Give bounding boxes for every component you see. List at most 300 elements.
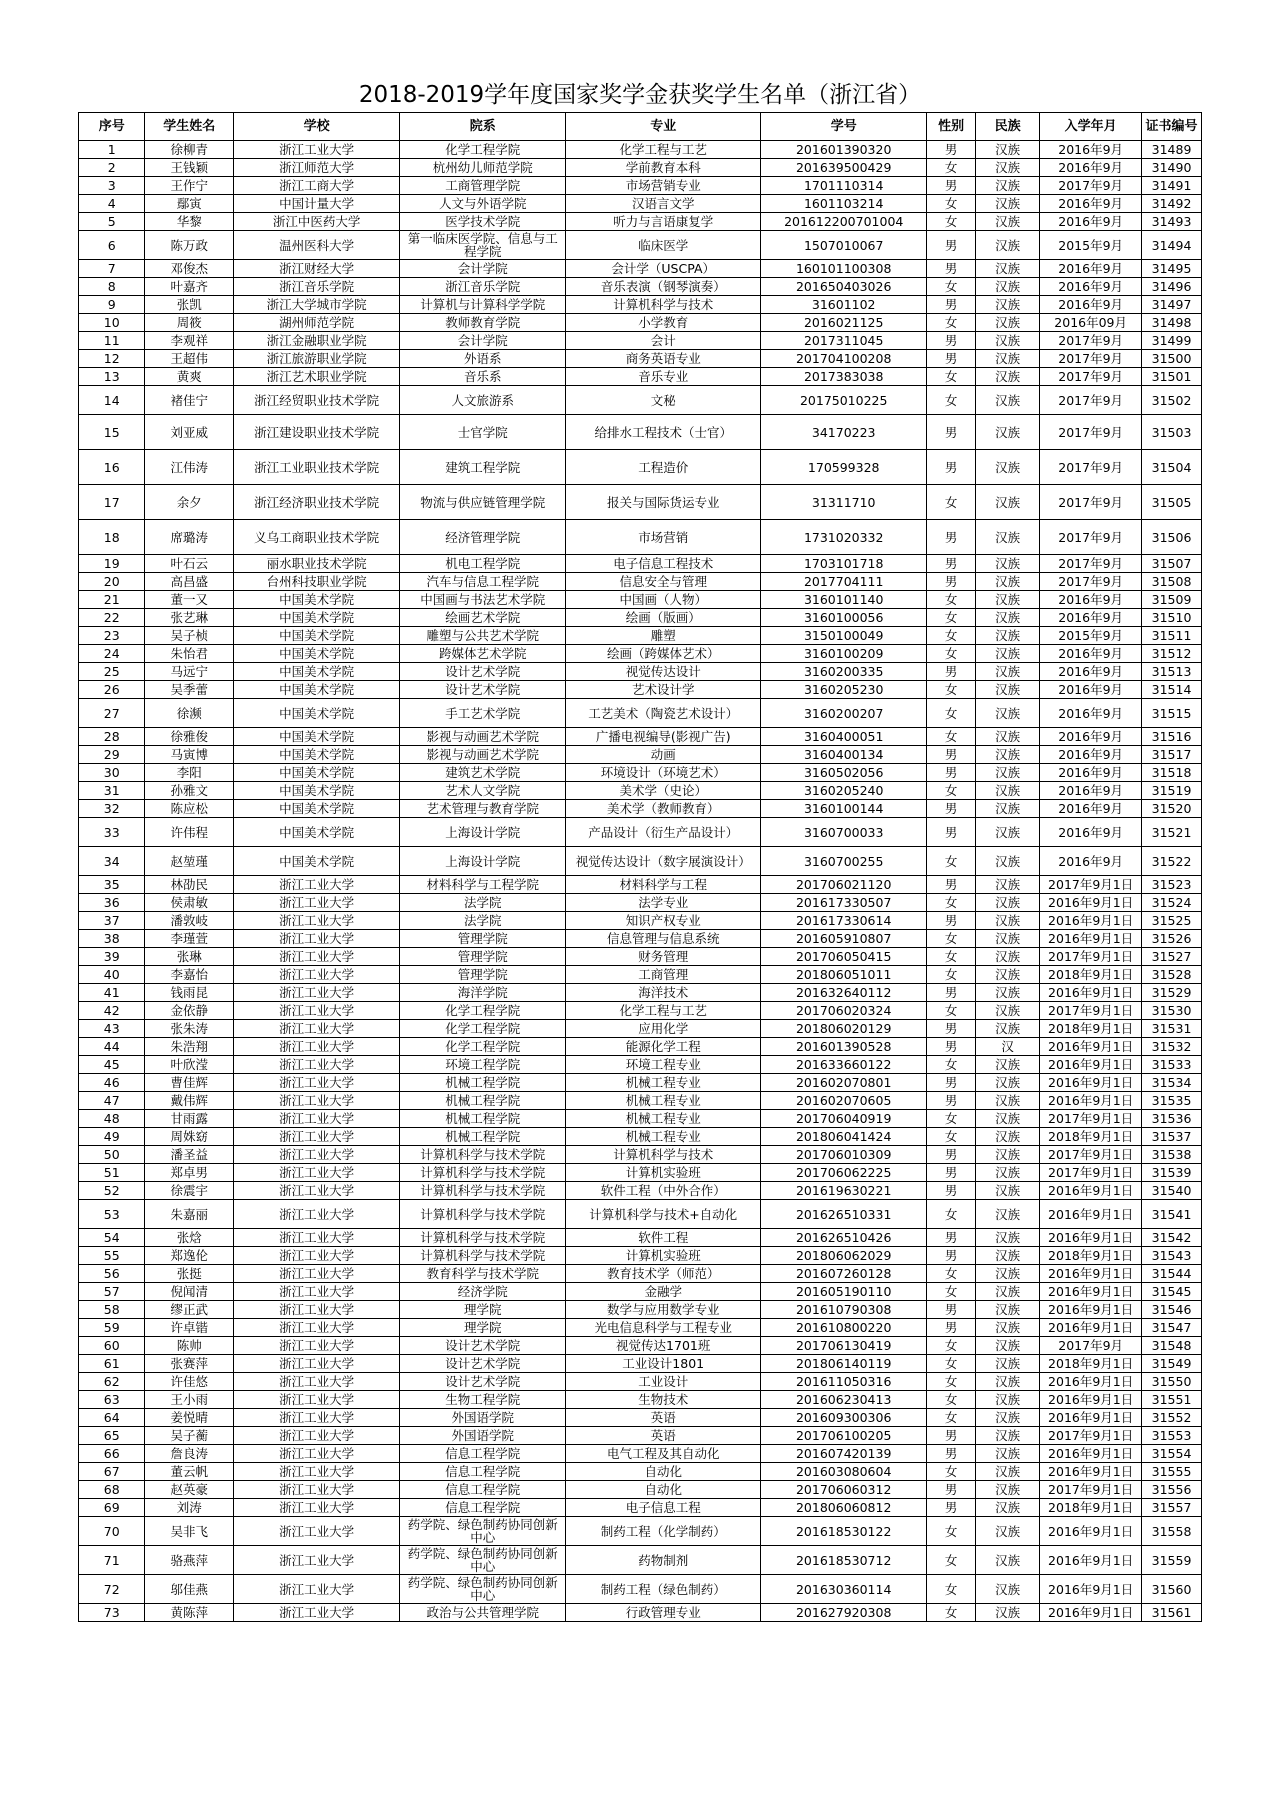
cell-enrollment: 2017年9月 [1040, 368, 1142, 386]
cell-certificate: 31515 [1142, 699, 1202, 728]
cell-school: 温州医科大学 [234, 231, 400, 260]
cell-department: 化学工程学院 [400, 141, 566, 159]
cell-department: 信息工程学院 [400, 1499, 566, 1517]
table-row [79, 350, 1202, 368]
cell-major: 财务管理 [566, 948, 761, 966]
cell-major: 计算机科学与技术 [566, 1146, 761, 1164]
cell-index: 21 [79, 591, 145, 609]
cell-major: 环境设计（环境艺术） [566, 764, 761, 782]
cell-major: 工程造价 [566, 450, 761, 485]
cell-enrollment: 2016年9月 [1040, 800, 1142, 818]
cell-department: 人文与外语学院 [400, 195, 566, 213]
cell-department: 法学院 [400, 894, 566, 912]
cell-student-id: 201627920308 [761, 1604, 927, 1622]
cell-department: 杭州幼儿师范学院 [400, 159, 566, 177]
cell-gender: 女 [927, 1546, 976, 1575]
cell-certificate: 31527 [1142, 948, 1202, 966]
cell-index: 28 [79, 728, 145, 746]
table-row [79, 1355, 1202, 1373]
cell-ethnicity: 汉族 [975, 555, 1039, 573]
cell-certificate: 31512 [1142, 645, 1202, 663]
cell-index: 55 [79, 1247, 145, 1265]
cell-major: 知识产权专业 [566, 912, 761, 930]
cell-department: 建筑工程学院 [400, 450, 566, 485]
cell-ethnicity: 汉族 [975, 1409, 1039, 1427]
cell-department: 汽车与信息工程学院 [400, 573, 566, 591]
cell-name: 周筱 [145, 314, 234, 332]
cell-index: 15 [79, 415, 145, 450]
cell-major: 行政管理专业 [566, 1604, 761, 1622]
table-row [79, 450, 1202, 485]
cell-major: 制药工程（化学制药） [566, 1517, 761, 1546]
cell-major: 视觉传达设计（数字展演设计） [566, 847, 761, 876]
cell-certificate: 31510 [1142, 609, 1202, 627]
cell-gender: 女 [927, 1265, 976, 1283]
cell-index: 64 [79, 1409, 145, 1427]
cell-enrollment: 2017年9月 [1040, 332, 1142, 350]
table-row [79, 1265, 1202, 1283]
cell-index: 60 [79, 1337, 145, 1355]
cell-school: 浙江中医药大学 [234, 213, 400, 231]
cell-enrollment: 2016年9月 [1040, 818, 1142, 847]
cell-enrollment: 2018年9月1日 [1040, 1499, 1142, 1517]
cell-name: 席璐涛 [145, 520, 234, 555]
cell-gender: 女 [927, 314, 976, 332]
table-row [79, 195, 1202, 213]
cell-major: 产品设计（衍生产品设计） [566, 818, 761, 847]
cell-ethnicity: 汉族 [975, 1575, 1039, 1604]
cell-student-id: 3160400134 [761, 746, 927, 764]
cell-index: 46 [79, 1074, 145, 1092]
cell-major: 给排水工程技术（士官） [566, 415, 761, 450]
cell-name: 邬佳燕 [145, 1575, 234, 1604]
cell-ethnicity: 汉族 [975, 591, 1039, 609]
cell-certificate: 31556 [1142, 1481, 1202, 1499]
table-row [79, 260, 1202, 278]
cell-index: 36 [79, 894, 145, 912]
cell-index: 25 [79, 663, 145, 681]
cell-ethnicity: 汉族 [975, 1391, 1039, 1409]
table-row [79, 800, 1202, 818]
cell-school: 浙江工业大学 [234, 1445, 400, 1463]
cell-gender: 女 [927, 1391, 976, 1409]
cell-student-id: 201602070605 [761, 1092, 927, 1110]
cell-department: 法学院 [400, 912, 566, 930]
cell-department: 经济学院 [400, 1283, 566, 1301]
cell-enrollment: 2017年9月 [1040, 555, 1142, 573]
cell-school: 中国美术学院 [234, 818, 400, 847]
cell-student-id: 201706020324 [761, 1002, 927, 1020]
table-row [79, 1229, 1202, 1247]
header-certificate: 证书编号 [1142, 113, 1202, 141]
cell-ethnicity: 汉族 [975, 645, 1039, 663]
cell-student-id: 3160101140 [761, 591, 927, 609]
cell-certificate: 31503 [1142, 415, 1202, 450]
cell-gender: 男 [927, 1182, 976, 1200]
cell-major: 应用化学 [566, 1020, 761, 1038]
cell-major: 信息管理与信息系统 [566, 930, 761, 948]
cell-school: 浙江工业大学 [234, 1409, 400, 1427]
cell-major: 海洋技术 [566, 984, 761, 1002]
cell-department: 影视与动画艺术学院 [400, 746, 566, 764]
cell-ethnicity: 汉族 [975, 177, 1039, 195]
cell-gender: 女 [927, 386, 976, 415]
cell-department: 浙江音乐学院 [400, 278, 566, 296]
cell-enrollment: 2017年9月1日 [1040, 1481, 1142, 1499]
cell-name: 徐震宇 [145, 1182, 234, 1200]
cell-gender: 男 [927, 984, 976, 1002]
table-row [79, 368, 1202, 386]
cell-ethnicity: 汉族 [975, 1020, 1039, 1038]
cell-certificate: 31522 [1142, 847, 1202, 876]
cell-enrollment: 2016年9月1日 [1040, 1056, 1142, 1074]
cell-enrollment: 2016年9月1日 [1040, 1229, 1142, 1247]
cell-name: 李嘉怡 [145, 966, 234, 984]
cell-department: 计算机与计算科学学院 [400, 296, 566, 314]
cell-enrollment: 2016年9月1日 [1040, 984, 1142, 1002]
cell-certificate: 31499 [1142, 332, 1202, 350]
cell-major: 学前教育本科 [566, 159, 761, 177]
table-row [79, 1247, 1202, 1265]
cell-school: 浙江工业大学 [234, 1355, 400, 1373]
cell-student-id: 201633660122 [761, 1056, 927, 1074]
cell-name: 甘雨露 [145, 1110, 234, 1128]
cell-index: 66 [79, 1445, 145, 1463]
cell-certificate: 31505 [1142, 485, 1202, 520]
cell-department: 外国语学院 [400, 1427, 566, 1445]
cell-ethnicity: 汉族 [975, 368, 1039, 386]
cell-gender: 女 [927, 485, 976, 520]
cell-name: 陈万政 [145, 231, 234, 260]
cell-certificate: 31516 [1142, 728, 1202, 746]
header-major: 专业 [566, 113, 761, 141]
table-row [79, 1427, 1202, 1445]
cell-major: 英语 [566, 1409, 761, 1427]
cell-certificate: 31540 [1142, 1182, 1202, 1200]
cell-enrollment: 2016年9月1日 [1040, 1301, 1142, 1319]
cell-certificate: 31552 [1142, 1409, 1202, 1427]
cell-name: 褚佳宁 [145, 386, 234, 415]
table-row [79, 1445, 1202, 1463]
cell-name: 江伟涛 [145, 450, 234, 485]
cell-index: 11 [79, 332, 145, 350]
cell-enrollment: 2016年9月 [1040, 591, 1142, 609]
cell-student-id: 3160700255 [761, 847, 927, 876]
cell-certificate: 31489 [1142, 141, 1202, 159]
cell-school: 浙江工业大学 [234, 876, 400, 894]
table-row [79, 681, 1202, 699]
cell-index: 61 [79, 1355, 145, 1373]
cell-certificate: 31537 [1142, 1128, 1202, 1146]
cell-enrollment: 2016年9月 [1040, 681, 1142, 699]
table-row [79, 645, 1202, 663]
cell-student-id: 201806051011 [761, 966, 927, 984]
table-row [79, 764, 1202, 782]
cell-enrollment: 2017年9月1日 [1040, 876, 1142, 894]
cell-department: 计算机科学与技术学院 [400, 1229, 566, 1247]
table-row [79, 415, 1202, 450]
cell-major: 工业设计1801 [566, 1355, 761, 1373]
cell-name: 曹佳辉 [145, 1074, 234, 1092]
cell-certificate: 31495 [1142, 260, 1202, 278]
cell-school: 浙江工业大学 [234, 1128, 400, 1146]
table-header-row [79, 113, 1202, 141]
table-row [79, 141, 1202, 159]
cell-school: 中国美术学院 [234, 847, 400, 876]
cell-index: 22 [79, 609, 145, 627]
cell-enrollment: 2016年9月1日 [1040, 1200, 1142, 1229]
cell-index: 40 [79, 966, 145, 984]
cell-index: 71 [79, 1546, 145, 1575]
header-student-id: 学号 [761, 113, 927, 141]
cell-gender: 男 [927, 764, 976, 782]
cell-ethnicity: 汉族 [975, 1200, 1039, 1229]
cell-ethnicity: 汉族 [975, 332, 1039, 350]
table-row [79, 1092, 1202, 1110]
cell-certificate: 31490 [1142, 159, 1202, 177]
cell-enrollment: 2016年9月 [1040, 782, 1142, 800]
table-row [79, 1546, 1202, 1575]
cell-name: 林劭民 [145, 876, 234, 894]
cell-school: 浙江工业大学 [234, 1200, 400, 1229]
cell-name: 许佳悠 [145, 1373, 234, 1391]
cell-name: 余夕 [145, 485, 234, 520]
cell-student-id: 2016021125 [761, 314, 927, 332]
cell-student-id: 1703101718 [761, 555, 927, 573]
cell-name: 朱嘉丽 [145, 1200, 234, 1229]
cell-name: 刘涛 [145, 1499, 234, 1517]
cell-department: 理学院 [400, 1319, 566, 1337]
cell-enrollment: 2018年9月1日 [1040, 1128, 1142, 1146]
cell-index: 2 [79, 159, 145, 177]
cell-student-id: 201706060312 [761, 1481, 927, 1499]
cell-department: 信息工程学院 [400, 1445, 566, 1463]
cell-ethnicity: 汉族 [975, 1283, 1039, 1301]
table-row [79, 876, 1202, 894]
table-row [79, 520, 1202, 555]
cell-certificate: 31533 [1142, 1056, 1202, 1074]
cell-student-id: 201601390528 [761, 1038, 927, 1056]
cell-name: 李阳 [145, 764, 234, 782]
cell-gender: 男 [927, 663, 976, 681]
cell-certificate: 31500 [1142, 350, 1202, 368]
table-row [79, 746, 1202, 764]
cell-ethnicity: 汉族 [975, 520, 1039, 555]
cell-school: 丽水职业技术学院 [234, 555, 400, 573]
cell-major: 商务英语专业 [566, 350, 761, 368]
cell-enrollment: 2017年9月 [1040, 485, 1142, 520]
cell-school: 浙江工业大学 [234, 1391, 400, 1409]
table-row [79, 966, 1202, 984]
cell-certificate: 31555 [1142, 1463, 1202, 1481]
cell-enrollment: 2016年9月1日 [1040, 1283, 1142, 1301]
cell-school: 浙江财经大学 [234, 260, 400, 278]
cell-enrollment: 2016年9月 [1040, 296, 1142, 314]
cell-school: 浙江工业大学 [234, 1020, 400, 1038]
cell-enrollment: 2016年9月 [1040, 728, 1142, 746]
cell-department: 上海设计学院 [400, 847, 566, 876]
cell-index: 50 [79, 1146, 145, 1164]
cell-ethnicity: 汉族 [975, 948, 1039, 966]
cell-index: 68 [79, 1481, 145, 1499]
cell-department: 药学院、绿色制药协同创新中心 [400, 1575, 566, 1604]
cell-enrollment: 2016年9月1日 [1040, 1373, 1142, 1391]
cell-gender: 男 [927, 177, 976, 195]
cell-index: 45 [79, 1056, 145, 1074]
cell-index: 43 [79, 1020, 145, 1038]
cell-index: 57 [79, 1283, 145, 1301]
cell-department: 医学技术学院 [400, 213, 566, 231]
cell-ethnicity: 汉族 [975, 1337, 1039, 1355]
cell-department: 影视与动画艺术学院 [400, 728, 566, 746]
table-row [79, 213, 1202, 231]
cell-ethnicity: 汉族 [975, 1427, 1039, 1445]
cell-certificate: 31509 [1142, 591, 1202, 609]
cell-name: 鄢寅 [145, 195, 234, 213]
cell-name: 姜悦晴 [145, 1409, 234, 1427]
cell-student-id: 3160205230 [761, 681, 927, 699]
cell-student-id: 201706010309 [761, 1146, 927, 1164]
cell-department: 跨媒体艺术学院 [400, 645, 566, 663]
cell-name: 吴非飞 [145, 1517, 234, 1546]
cell-school: 中国美术学院 [234, 681, 400, 699]
cell-ethnicity: 汉族 [975, 800, 1039, 818]
cell-ethnicity: 汉族 [975, 260, 1039, 278]
cell-major: 临床医学 [566, 231, 761, 260]
cell-major: 能源化学工程 [566, 1038, 761, 1056]
cell-index: 51 [79, 1164, 145, 1182]
cell-student-id: 3160100056 [761, 609, 927, 627]
table-row [79, 386, 1202, 415]
cell-enrollment: 2017年9月1日 [1040, 1110, 1142, 1128]
cell-department: 设计艺术学院 [400, 1355, 566, 1373]
cell-school: 浙江旅游职业学院 [234, 350, 400, 368]
cell-department: 会计学院 [400, 260, 566, 278]
table-row [79, 1038, 1202, 1056]
cell-certificate: 31496 [1142, 278, 1202, 296]
cell-major: 化学工程与工艺 [566, 141, 761, 159]
cell-department: 音乐系 [400, 368, 566, 386]
cell-department: 上海设计学院 [400, 818, 566, 847]
cell-major: 自动化 [566, 1481, 761, 1499]
cell-school: 浙江工业大学 [234, 1463, 400, 1481]
cell-ethnicity: 汉族 [975, 1092, 1039, 1110]
cell-student-id: 201617330614 [761, 912, 927, 930]
cell-name: 王钱颖 [145, 159, 234, 177]
cell-gender: 女 [927, 894, 976, 912]
table-row [79, 1020, 1202, 1038]
cell-school: 浙江工业大学 [234, 1427, 400, 1445]
table-row [79, 948, 1202, 966]
cell-school: 中国计量大学 [234, 195, 400, 213]
cell-index: 30 [79, 764, 145, 782]
cell-enrollment: 2016年09月 [1040, 314, 1142, 332]
cell-ethnicity: 汉族 [975, 627, 1039, 645]
cell-gender: 男 [927, 332, 976, 350]
cell-gender: 男 [927, 520, 976, 555]
cell-gender: 女 [927, 1409, 976, 1427]
table-row [79, 231, 1202, 260]
cell-student-id: 201639500429 [761, 159, 927, 177]
cell-school: 浙江经贸职业技术学院 [234, 386, 400, 415]
cell-department: 机械工程学院 [400, 1128, 566, 1146]
cell-gender: 女 [927, 1373, 976, 1391]
cell-school: 浙江师范大学 [234, 159, 400, 177]
cell-gender: 男 [927, 141, 976, 159]
cell-department: 经济管理学院 [400, 520, 566, 555]
table-row [79, 573, 1202, 591]
cell-department: 机械工程学院 [400, 1074, 566, 1092]
cell-student-id: 201609300306 [761, 1409, 927, 1427]
cell-name: 朱浩翔 [145, 1038, 234, 1056]
cell-major: 电气工程及其自动化 [566, 1445, 761, 1463]
table-row [79, 1002, 1202, 1020]
cell-major: 文秘 [566, 386, 761, 415]
cell-school: 浙江工业大学 [234, 1038, 400, 1056]
header-ethnicity: 民族 [975, 113, 1039, 141]
cell-major: 机械工程专业 [566, 1074, 761, 1092]
cell-department: 机电工程学院 [400, 555, 566, 573]
cell-index: 47 [79, 1092, 145, 1110]
cell-name: 黄陈萍 [145, 1604, 234, 1622]
header-index: 序号 [79, 113, 145, 141]
cell-student-id: 201612200701004 [761, 213, 927, 231]
cell-enrollment: 2016年9月 [1040, 764, 1142, 782]
cell-ethnicity: 汉族 [975, 1481, 1039, 1499]
cell-name: 孙雅文 [145, 782, 234, 800]
cell-student-id: 201605910807 [761, 930, 927, 948]
cell-enrollment: 2016年9月 [1040, 195, 1142, 213]
cell-name: 詹良涛 [145, 1445, 234, 1463]
cell-name: 张艺琳 [145, 609, 234, 627]
cell-certificate: 31517 [1142, 746, 1202, 764]
cell-enrollment: 2017年9月1日 [1040, 948, 1142, 966]
cell-student-id: 201630360114 [761, 1575, 927, 1604]
cell-ethnicity: 汉族 [975, 1319, 1039, 1337]
cell-name: 董一又 [145, 591, 234, 609]
cell-gender: 男 [927, 818, 976, 847]
cell-gender: 女 [927, 278, 976, 296]
cell-name: 吴季蕾 [145, 681, 234, 699]
cell-ethnicity: 汉族 [975, 350, 1039, 368]
cell-enrollment: 2016年9月1日 [1040, 1038, 1142, 1056]
cell-student-id: 201607420139 [761, 1445, 927, 1463]
cell-ethnicity: 汉族 [975, 1229, 1039, 1247]
cell-enrollment: 2017年9月1日 [1040, 1427, 1142, 1445]
cell-major: 光电信息科学与工程专业 [566, 1319, 761, 1337]
table-row [79, 177, 1202, 195]
cell-department: 设计艺术学院 [400, 663, 566, 681]
cell-school: 浙江工业大学 [234, 1002, 400, 1020]
cell-ethnicity: 汉族 [975, 195, 1039, 213]
cell-certificate: 31526 [1142, 930, 1202, 948]
cell-name: 张赛萍 [145, 1355, 234, 1373]
cell-index: 20 [79, 573, 145, 591]
cell-index: 44 [79, 1038, 145, 1056]
cell-department: 设计艺术学院 [400, 681, 566, 699]
cell-school: 浙江工业大学 [234, 1283, 400, 1301]
cell-name: 陈帅 [145, 1337, 234, 1355]
cell-student-id: 201806060812 [761, 1499, 927, 1517]
table-row [79, 912, 1202, 930]
cell-school: 浙江工业大学 [234, 1517, 400, 1546]
cell-gender: 女 [927, 948, 976, 966]
cell-name: 邓俊杰 [145, 260, 234, 278]
cell-enrollment: 2017年9月 [1040, 573, 1142, 591]
cell-name: 戴伟辉 [145, 1092, 234, 1110]
cell-major: 工艺美术（陶瓷艺术设计） [566, 699, 761, 728]
cell-name: 潘敦岐 [145, 912, 234, 930]
